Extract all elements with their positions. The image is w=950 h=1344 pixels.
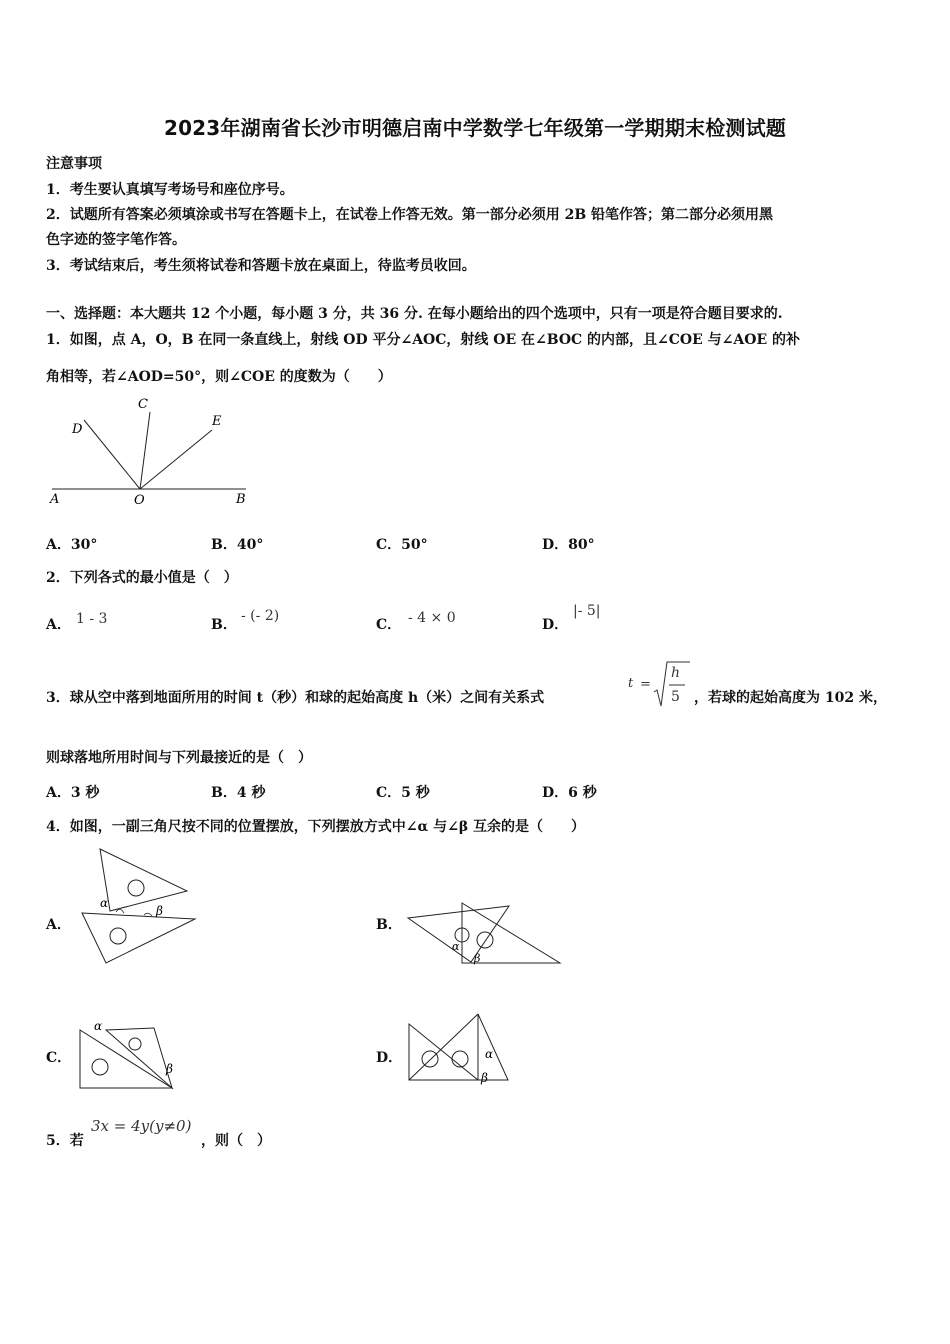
notice-heading: 注意事项: [46, 156, 102, 172]
formula-numerator: h: [671, 665, 681, 681]
q2-letter-d: D．: [542, 617, 569, 633]
q1-line1: 1．如图，点 A，O，B 在同一条直线上，射线 OD 平分∠AOC，射线 OE 在∠BOC 的内部，且∠COE 与∠AOE 的补: [46, 332, 800, 348]
label-d: D: [72, 422, 83, 437]
q4-letter-c: C．: [46, 1050, 72, 1066]
label-a: A: [50, 492, 60, 507]
section-heading: 一、选择题：本大题共 12 个小题，每小题 3 分，共 36 分. 在每小题给出的四个选项中，只有一项是符合题目要求的.: [46, 306, 783, 322]
q1-option-c: C．50°: [376, 537, 428, 553]
q5-prefix: 5．若: [46, 1133, 84, 1149]
q4-figure-c: [76, 1018, 186, 1093]
q4c-alpha: α: [94, 1019, 103, 1033]
q1-option-a: A．30°: [46, 537, 98, 553]
q1-option-d: D．80°: [542, 537, 595, 553]
notice-item-3: 3．考试结束后，考生须将试卷和答题卡放在桌面上，待监考员收回。: [46, 258, 476, 274]
label-b: B: [236, 492, 246, 507]
label-e: E: [212, 414, 222, 429]
q3-part1: 3．球从空中落到地面所用的时间 t（秒）和球的起始高度 h（米）之间有关系式: [46, 690, 545, 706]
q4-figure-b: [405, 900, 565, 970]
q4b-alpha: α: [452, 940, 460, 953]
q5-suffix: ，则（ ）: [201, 1133, 271, 1149]
notice-item-1: 1．考生要认真填写考场号和座位序号。: [46, 182, 294, 198]
q4-figure-d: [405, 1010, 515, 1090]
q2-letter-c: C．: [376, 617, 402, 633]
formula-eq: =: [640, 677, 651, 692]
ray-oc: [140, 412, 150, 489]
q4d-alpha: α: [485, 1047, 494, 1061]
q4-stem: 4．如图，一副三角尺按不同的位置摆放，下列摆放方式中∠α 与∠β 互余的是（ ）: [46, 819, 586, 835]
q4a-beta: β: [156, 904, 163, 918]
q2-letter-b: B．: [211, 617, 237, 633]
notice-item-2-line2: 色字迹的签字笔作答。: [46, 232, 186, 248]
page-title: 2023年湖南省长沙市明德启南中学数学七年级第一学期期末检测试题: [163, 116, 787, 140]
q4-letter-d: D．: [376, 1050, 403, 1066]
q1-line2: 角相等，若∠AOD=50°，则∠COE 的度数为（ ）: [46, 369, 392, 385]
q3-option-a: A．3 秒: [46, 785, 100, 801]
formula-t: t: [628, 676, 634, 691]
q2-expr-d: |- 5|: [573, 603, 601, 619]
q4-letter-b: B．: [376, 917, 402, 933]
q4c-beta: β: [166, 1062, 173, 1076]
q1-option-b: B．40°: [211, 537, 264, 553]
q1-figure: [46, 392, 266, 512]
q3-option-b: B．4 秒: [211, 785, 266, 801]
q4-figure-a: [76, 845, 201, 970]
q4a-alpha: α: [100, 896, 109, 910]
q2-expr-b: - (- 2): [241, 608, 280, 624]
q2-expr-c: - 4 × 0: [408, 610, 456, 626]
label-o: O: [134, 493, 145, 508]
q3-formula: [626, 660, 696, 710]
q4-letter-a: A．: [46, 917, 71, 933]
label-c: C: [138, 397, 148, 412]
q3-option-d: D．6 秒: [542, 785, 597, 801]
q3-option-c: C．5 秒: [376, 785, 430, 801]
q2-expr-a: 1 - 3: [76, 611, 108, 627]
ray-oe: [140, 430, 212, 489]
ray-od: [84, 420, 140, 489]
q2-letter-a: A．: [46, 617, 71, 633]
q4b-beta: β: [474, 952, 481, 965]
formula-denominator: 5: [671, 689, 680, 705]
q3-part2: ，若球的起始高度为 102 米，: [694, 690, 887, 706]
q4d-beta: β: [481, 1071, 488, 1085]
q2-stem: 2．下列各式的最小值是（ ）: [46, 570, 238, 586]
notice-item-2-line1: 2．试题所有答案必须填涂或书写在答题卡上，在试卷上作答无效。第一部分必须用 2B 铅笔作答；第二部分必须用黑: [46, 207, 774, 223]
q3-line2: 则球落地所用时间与下列最接近的是（ ）: [46, 750, 312, 766]
q5-formula: 3x = 4y(y≠0): [91, 1117, 192, 1135]
